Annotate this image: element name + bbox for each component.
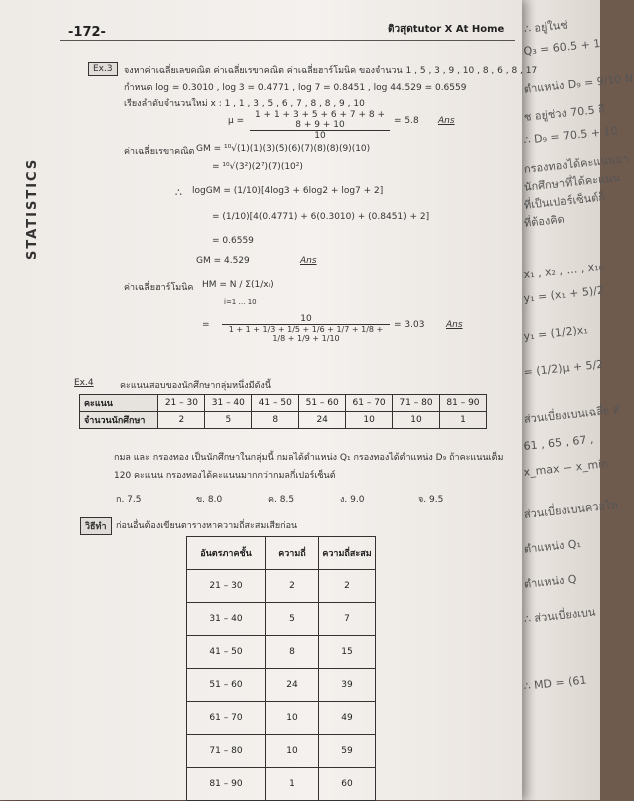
table-cell: 31 – 40 xyxy=(205,395,252,412)
np-line: ตำแหน่ง Q₁ xyxy=(523,537,582,556)
hm-sum-range: i=1 … 10 xyxy=(224,298,257,306)
table-cell: 2 xyxy=(266,570,319,603)
np-line: y₁ = (1/2)x₁ xyxy=(523,323,589,343)
mu-result: = 5.8 xyxy=(394,116,419,126)
method-text: ก่อนอื่นต้องเขียนตารางหาความถี่สะสมเสียก่อน xyxy=(116,521,298,531)
table-cell: 49 xyxy=(319,702,376,735)
table-cell: 5 xyxy=(205,412,252,429)
hm-fraction xyxy=(222,314,390,343)
table-row xyxy=(187,636,376,669)
method-label: วิธีทำ xyxy=(80,517,112,535)
np-line: y₁ = (x₁ + 5)/2 xyxy=(523,283,605,305)
cumulative-table xyxy=(186,536,376,801)
choice-d: ง. 9.0 xyxy=(340,495,365,505)
table-cell: 81 – 90 xyxy=(439,395,486,412)
table-cell: 21 – 30 xyxy=(158,395,205,412)
table-cell: 15 xyxy=(319,636,376,669)
score-table xyxy=(79,394,487,429)
table-cell: 41 – 50 xyxy=(187,636,266,669)
hm-definition: HM = N / Σ(1/xᵢ) xyxy=(202,280,274,290)
table-cell-head: จำนวนนักศึกษา xyxy=(80,412,158,429)
np-line: x₁ , x₂ , … , x₁₀ xyxy=(523,259,604,281)
np-line: ∴ D₉ = 70.5 + 10 xyxy=(523,124,619,147)
table-row xyxy=(187,702,376,735)
table-row xyxy=(187,735,376,768)
ans-mark: Ans xyxy=(300,256,317,266)
table-cell: 10 xyxy=(266,702,319,735)
np-line: ส่วนเบี่ยงเบนควอไท xyxy=(523,498,619,521)
table-cell: 1 xyxy=(439,412,486,429)
table-cell: 61 – 70 xyxy=(187,702,266,735)
table-row xyxy=(187,669,376,702)
np-line: ที่ต้องคิด xyxy=(523,212,566,230)
ans-mark: Ans xyxy=(446,320,463,330)
table-cell: 71 – 80 xyxy=(187,735,266,768)
hm-result: = 3.03 xyxy=(394,320,425,330)
table-cell: 10 xyxy=(266,735,319,768)
table-cell: 24 xyxy=(266,669,319,702)
np-line: ∴ ส่วนเบี่ยงเบน xyxy=(523,605,597,626)
ex3-given: กำหนด log = 0.3010 , log 3 = 0.4771 , log 7 = 0.8451 , log 44.529 = 0.6559 xyxy=(124,83,467,93)
np-line: ∴ MD = (61 xyxy=(523,673,587,693)
np-line: ที่เป็นเปอร์เซ็นต์ก็ xyxy=(523,190,606,212)
table-header: ความถี่สะสม xyxy=(319,537,376,570)
table-cell: 2 xyxy=(158,412,205,429)
hm-denominator: 1 + 1 + 1/3 + 1/5 + 1/6 + 1/7 + 1/8 + 1/8 + 1/9 + 1/10 xyxy=(228,325,384,343)
table-row xyxy=(187,768,376,801)
np-line: ตำแหน่ง Q xyxy=(523,572,578,591)
table-cell: 8 xyxy=(252,412,299,429)
np-line: = (1/2)μ + 5/2 xyxy=(523,357,604,379)
side-tab-label: STATISTICS xyxy=(25,157,40,260)
table-cell: 60 xyxy=(319,768,376,801)
hm-equals: = xyxy=(202,320,210,330)
ex3-label: Ex.3 xyxy=(88,62,118,76)
np-line: ตำแหน่ง D₉ = 9/10 N xyxy=(523,71,634,96)
mu-numerator: 1 + 1 + 3 + 5 + 6 + 7 + 8 + 8 + 9 + 10 xyxy=(250,110,390,131)
np-line: นักศึกษาที่ได้คะแนน xyxy=(523,170,621,194)
np-line: Q₃ = 60.5 + 1 xyxy=(523,36,601,58)
ex4-text2: 120 คะแนน กรองทองได้คะแนนมากกว่ากมลกี่เปอร์เซ็นต์ xyxy=(114,471,336,481)
page-number: -172- xyxy=(68,25,106,40)
table-cell: 51 – 60 xyxy=(187,669,266,702)
np-line: กรองทองได้คะแนนมา xyxy=(523,151,630,176)
side-tab xyxy=(25,150,45,270)
table-cell: 71 – 80 xyxy=(393,395,440,412)
np-line: ส่วนเบี่ยงเบนเฉลี่ย ส่ xyxy=(523,402,621,426)
table-cell: 8 xyxy=(266,636,319,669)
therefore-symbol: ∴ xyxy=(175,186,182,199)
np-line: 61 , 65 , 67 , xyxy=(523,432,594,453)
table-row xyxy=(187,603,376,636)
table-cell: 2 xyxy=(319,570,376,603)
mu-lhs: μ = xyxy=(228,116,245,126)
choice-c: ค. 8.5 xyxy=(268,495,295,505)
choice-a: ก. 7.5 xyxy=(116,495,142,505)
table-cell: 21 – 30 xyxy=(187,570,266,603)
ex3-sorted: เรียงลำดับจำนวนใหม่ x : 1 , 1 , 3 , 5 , 6 , 7 , 8 , 8 , 9 , 10 xyxy=(124,99,365,109)
ex4-question: คะแนนสอบของนักศึกษากลุ่มหนึ่งมีดังนี้ xyxy=(120,381,271,391)
hm-numerator: 10 xyxy=(222,314,390,325)
log-val: = 0.6559 xyxy=(212,236,254,246)
log-gm: logGM = (1/10)[4log3 + 6log2 + log7 + 2] xyxy=(192,186,384,196)
hm-label: ค่าเฉลี่ยฮาร์โมนิค xyxy=(124,283,194,293)
ans-mark: Ans xyxy=(438,116,455,126)
table-cell: 61 – 70 xyxy=(346,395,393,412)
np-line: x_max − x_min xyxy=(523,457,609,479)
table-row xyxy=(187,570,376,603)
brand-header: ติวสุดtutor X At Home xyxy=(388,24,505,35)
mu-fraction xyxy=(250,110,390,141)
table-cell: 10 xyxy=(393,412,440,429)
gm-label: ค่าเฉลี่ยเรขาคณิต xyxy=(124,147,195,157)
header-rule xyxy=(60,40,515,41)
table-cell: 1 xyxy=(266,768,319,801)
gm-line1: GM = ¹⁰√(1)(1)(3)(5)(6)(7)(8)(8)(9)(10) xyxy=(196,144,371,154)
mu-denominator: 10 xyxy=(314,131,326,141)
table-row xyxy=(80,395,487,412)
choice-e: จ. 9.5 xyxy=(418,495,444,505)
table-cell: 59 xyxy=(319,735,376,768)
choice-b: ข. 8.0 xyxy=(196,495,223,505)
table-row xyxy=(80,412,487,429)
np-line: ∴ อยู่ในช่ xyxy=(523,18,569,36)
table-cell: 24 xyxy=(299,412,346,429)
table-cell: 51 – 60 xyxy=(299,395,346,412)
adjacent-page xyxy=(515,0,634,800)
ex3-question: จงหาค่าเฉลี่ยเลขคณิต ค่าเฉลี่ยเรขาคณิต ค่าเฉลี่ยฮาร์โมนิค ของจำนวน 1 , 5 , 3 , 9 , 10 , 8 , 6 , 8 , 17 xyxy=(124,66,538,76)
log-sub: = (1/10)[4(0.4771) + 6(0.3010) + (0.8451) + 2] xyxy=(212,212,430,222)
table-header: อันตรภาคชั้น xyxy=(187,537,266,570)
table-cell-head: คะแนน xyxy=(80,395,158,412)
table-cell: 41 – 50 xyxy=(252,395,299,412)
np-line: ช อยู่ช่วง 70.5 ถึ xyxy=(523,102,606,124)
table-cell: 81 – 90 xyxy=(187,768,266,801)
ex4-label: Ex.4 xyxy=(74,378,94,388)
table-header: ความถี่ xyxy=(266,537,319,570)
table-cell: 31 – 40 xyxy=(187,603,266,636)
gm-result: GM = 4.529 xyxy=(196,256,250,266)
table-cell: 10 xyxy=(346,412,393,429)
table-cell: 39 xyxy=(319,669,376,702)
gm-line2: = ¹⁰√(3²)(2⁷)(7)(10²) xyxy=(212,162,303,172)
table-cell: 5 xyxy=(266,603,319,636)
table-row xyxy=(187,537,376,570)
ex4-text1: กมล และ กรองทอง เป็นนักศึกษาในกลุ่มนี้ กมลได้ตำแหน่ง Q₁ กรองทองได้ตำแหน่ง D₉ ถ้าคะแนนเต็ม xyxy=(114,453,504,463)
table-cell: 7 xyxy=(319,603,376,636)
